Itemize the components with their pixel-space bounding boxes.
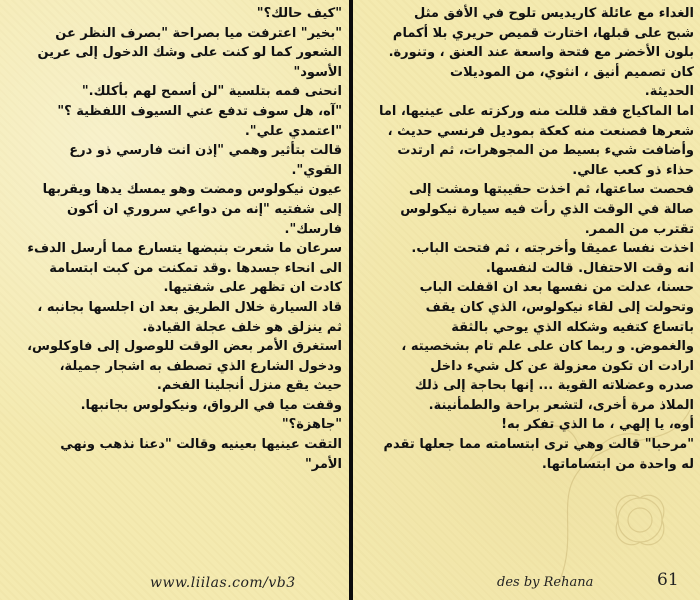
text-line: الملاذ مرة أخرى، لتشعر براحة والطمأنينة. (428, 397, 694, 413)
text-line: "آه، هل سوف تدفع عني السيوف اللفظية ؟" (57, 103, 342, 119)
text-line: وأضافت شيء بسيط من المجوهرات، ثم ارتدت (397, 143, 694, 159)
text-line: انحنى فمه بتلسية "لن أسمح لهم بأكلك." (81, 84, 342, 100)
text-line: "مرحبا" قالت وهي ترى ابتسامته مما جعلها تقدم (383, 437, 694, 453)
text-line: وتحولت إلى لقاء نيكولوس، الذي كان يقف (425, 299, 694, 315)
text-line: والغموض. و ربما كان على علم تام بشخصيته ، (401, 339, 694, 355)
text-line: ثم ينزلق هو خلف عجلة القيادة. (142, 319, 342, 335)
text-line: أوه، يا إلهي ، ما الذي تفكر به! (501, 417, 694, 433)
text-line: وقفت ميا في الرواق، ونيكولوس بجانبها. (80, 397, 342, 413)
text-line: الحديثة. (644, 84, 694, 100)
text-line: سرعان ما شعرت بنبضها يتسارع مما أرسل الدفء (27, 241, 342, 257)
text-line: الأمر" (304, 456, 342, 472)
website-url[interactable]: www.liilas.com/vb3 (150, 575, 296, 591)
text-line: فحصت ساعتها، ثم اخذت حقيبتها ومشت إلى (408, 182, 694, 198)
text-line: الغداء مع عائلة كاريديس تلوح في الأفق مثل (413, 6, 694, 21)
text-line: شعرها فصنعت منه كعكة بموديل فرنسي حديث ، (387, 123, 694, 139)
text-line: قالت بتأثير وهمي "إذن انت فارسي ذو درع (69, 143, 342, 159)
text-line: القوي". (291, 162, 342, 178)
text-line: كادت ان تظهر على شفتيها. (163, 280, 342, 296)
text-line: اما الماكياج فقد قللت منه وركزته على عينيها، اما (378, 103, 694, 119)
text-line: صدره وعضلاته القوية ... إنها بحاجة إلى ذلك (414, 378, 694, 394)
text-line: "بخير" اعترفت ميا بصراحة "بصرف النظر عن (55, 25, 342, 41)
text-line: حذاء ذو كعب عالي. (572, 162, 694, 178)
text-line: الشعور كما لو كنت على وشك الدخول إلى عرين (37, 45, 342, 61)
text-line: ارادت ان تكون معزولة عن كل شيء داخل (430, 358, 694, 374)
text-line: ودخول الشارع الذي تصطف به اشجار جميلة، (59, 358, 342, 374)
text-line: حيث يقع منزل أنجلينا الفخم. (156, 378, 342, 394)
text-line: بلون الأخضر مع فتحة واسعة عند العنق ، وتنورة. (388, 45, 694, 61)
text-line: فارسك". (284, 221, 342, 237)
text-line: "كيف حالك؟" (256, 6, 342, 21)
text-line: كان تصميم أنيق ، انثوي، من الموديلات (450, 64, 694, 80)
designer-credit: des by Rehana (497, 575, 594, 590)
text-line: "جاهزة؟" (281, 417, 342, 433)
text-line: عيون نيكولوس ومضت وهو يمسك يدها ويقربها (42, 182, 342, 198)
text-line: باتساع كتفيه وشكله الذي يوحي بالثقة (451, 319, 694, 335)
page-number: 61 (657, 570, 679, 590)
text-line: اخذت نفسا عميقا وأخرجته ، ثم فتحت الباب. (411, 241, 694, 257)
text-line: الى انحاء جسدها .وقد تمكنت من كبت ابتسامة (49, 260, 342, 276)
text-line: استغرق الأمر بعض الوقت للوصول إلى فاوكلوس، (27, 339, 342, 355)
text-line: التقت عينيها بعينيه وقالت "دعنا نذهب ونهي (60, 437, 342, 453)
text-line: "اعتمدي علي". (244, 123, 342, 139)
text-line: انه وقت الاحتفال. قالت لنفسها. (485, 260, 694, 276)
left-text-column (6, 4, 342, 570)
text-line: إلى شفتيه "إنه من دواعي سروري ان أكون (67, 201, 342, 217)
text-line: حسنا، عدلت من نفسها بعد ان اقفلت الباب (419, 280, 694, 296)
text-line: شبح على قبلها، اختارت قميص حريري بلا أكمام (392, 25, 694, 41)
text-line: صالة في الوقت الذي رأت فيه سيارة نيكولوس (400, 201, 694, 217)
text-line: قاد السيارة خلال الطريق بعد ان اجلسها بجانبه ، (37, 299, 342, 315)
column-divider (349, 0, 353, 600)
text-line: له واحدة من ابتساماتها. (541, 456, 694, 472)
right-text-column (360, 4, 694, 570)
text-line: تقترب من الممر. (584, 221, 694, 237)
text-line: الأسود" (293, 64, 342, 80)
